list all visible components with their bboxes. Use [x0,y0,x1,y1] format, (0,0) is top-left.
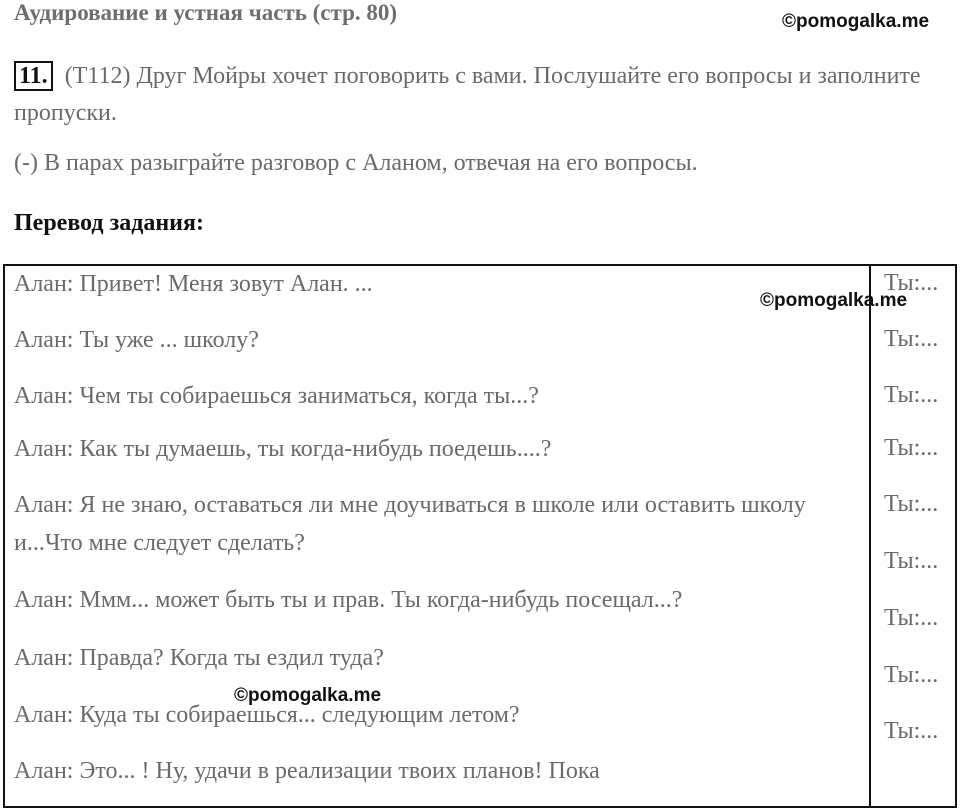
alan-line: Алан: Как ты думаешь, ты когда-нибудь поедешь....? [14,436,552,462]
task-text: (T112) Друг Мойры хочет поговорить с вами. Послушайте его вопросы и заполните пропуски. [14,63,921,126]
alan-line: Алан: Я не знаю, оставаться ли мне доучиваться в школе или оставить школу и...Что мне следует сделать? [14,492,806,556]
alan-line: Алан: Это... ! Ну, удачи в реализации твоих планов! Пока [14,758,600,784]
alan-line: Алан: Куда ты собираешься... следующим летом? [14,702,520,728]
task-instruction [14,58,944,132]
you-reply: Ты:... [884,548,939,574]
you-reply: Ты:... [884,270,939,296]
you-reply: Ты:... [884,718,939,744]
watermark-top: ©pomogalka.me [782,11,930,32]
table-column-divider [869,264,871,808]
you-reply: Ты:... [884,435,939,461]
you-reply: Ты:... [884,326,939,352]
you-reply: Ты:... [884,382,939,408]
alan-line: Алан: Чем ты собираешься заниматься, когда ты...? [14,383,539,409]
task-pair-instruction: (-) В парах разыграйте разговор с Аланом, отвечая на его вопросы. [14,150,698,176]
you-reply: Ты:... [884,605,939,631]
you-reply: Ты:... [884,662,939,688]
you-reply: Ты:... [884,491,939,517]
alan-line: Алан: Ммм... может быть ты и прав. Ты когда-нибудь посещал...? [14,587,683,613]
page-heading: Аудирование и устная часть (стр. 80) [14,0,398,25]
alan-line: Алан: Привет! Меня зовут Алан. ... [14,271,373,297]
watermark-middle: ©pomogalka.me [760,290,908,311]
alan-line: Алан: Правда? Когда ты ездил туда? [14,645,384,671]
translation-heading: Перевод задания: [14,210,204,236]
watermark-bottom: ©pomogalka.me [234,685,382,706]
alan-line: Алан: Ты уже ... школу? [14,327,259,353]
task-number: 11. [14,61,53,91]
